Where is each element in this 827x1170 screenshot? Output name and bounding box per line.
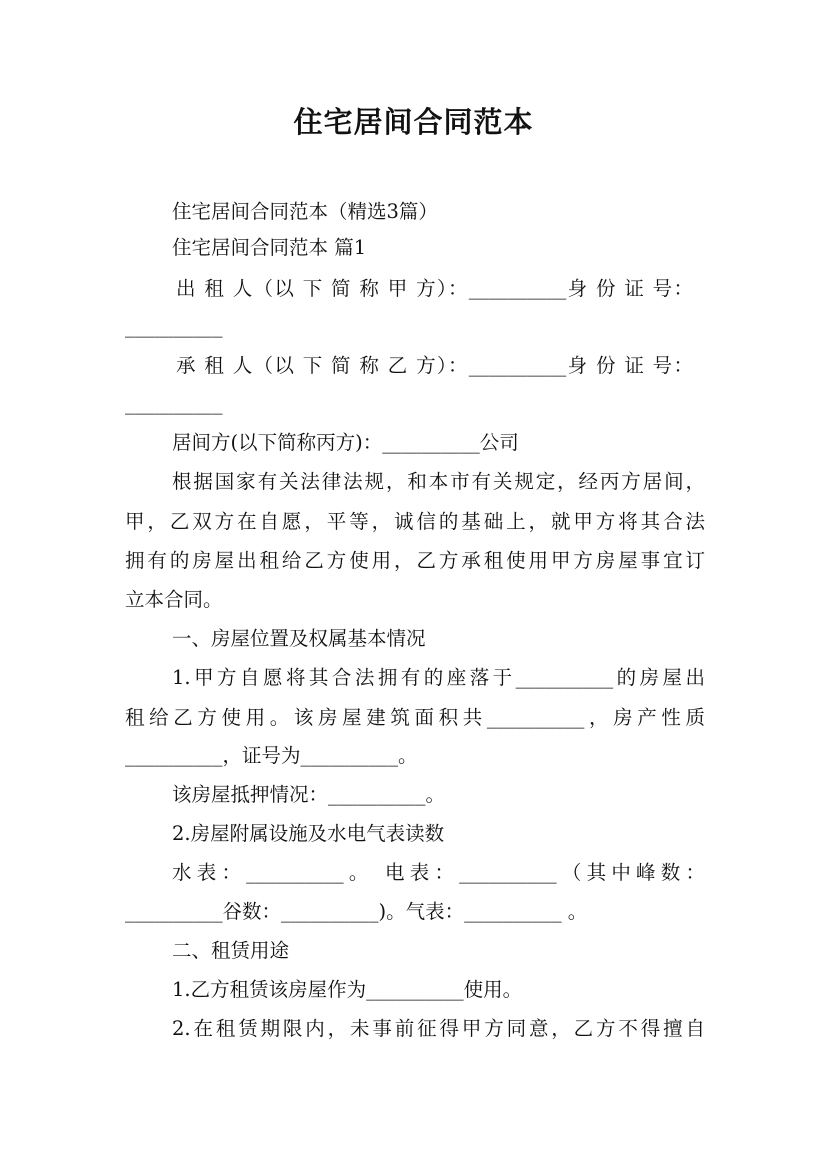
paragraph-line: 2.在租赁期限内，未事前征得甲方同意，乙方不得擅自 xyxy=(172,1017,705,1040)
section-heading: 二、租赁用途 xyxy=(172,939,290,962)
paragraph-line: 拥有的房屋出租给乙方使用，乙方承租使用甲方房屋事宜订 xyxy=(125,549,705,572)
lessee-id-blank: __________ xyxy=(125,392,223,415)
paragraph-line: 租给乙方使用。该房屋建筑面积共__________，房产性质 xyxy=(125,706,705,729)
intermediary-line: 居间方(以下简称丙方)：__________公司 xyxy=(172,431,519,454)
lessee-line: 承 租 人（以 下 简 称 乙 方）：__________身 份 证 号： xyxy=(176,354,693,377)
paragraph-line: 甲，乙双方在自愿，平等，诚信的基础上，就甲方将其合法 xyxy=(125,510,705,533)
document-title: 住宅居间合同范本 xyxy=(293,105,534,139)
paragraph-line: 1.乙方租赁该房屋作为__________使用。 xyxy=(172,978,523,1001)
subtitle-line: 住宅居间合同范本（精选3篇） xyxy=(172,200,438,223)
section-heading: 一、房屋位置及权属基本情况 xyxy=(172,627,426,650)
lessor-line: 出 租 人（以 下 简 称 甲 方）：__________身 份 证 号： xyxy=(176,277,693,300)
lessor-id-blank: __________ xyxy=(125,315,223,338)
paragraph-line: 水表：__________。 电表：__________（其中峰数： xyxy=(172,861,705,884)
paragraph-line: 该房屋抵押情况：__________。 xyxy=(172,783,446,806)
section-heading: 住宅居间合同范本 篇1 xyxy=(172,236,367,259)
paragraph-line: 立本合同。 xyxy=(125,588,223,611)
paragraph-line: __________谷数：__________)。气表：__________ 。 xyxy=(125,900,588,923)
paragraph-line: 1.甲方自愿将其合法拥有的座落于__________的房屋出 xyxy=(172,666,705,689)
paragraph-line: 根据国家有关法律法规，和本市有关规定，经丙方居间， xyxy=(172,470,705,493)
paragraph-line: __________，证号为__________。 xyxy=(125,744,418,767)
section-heading: 2.房屋附属设施及水电气表读数 xyxy=(172,822,445,845)
